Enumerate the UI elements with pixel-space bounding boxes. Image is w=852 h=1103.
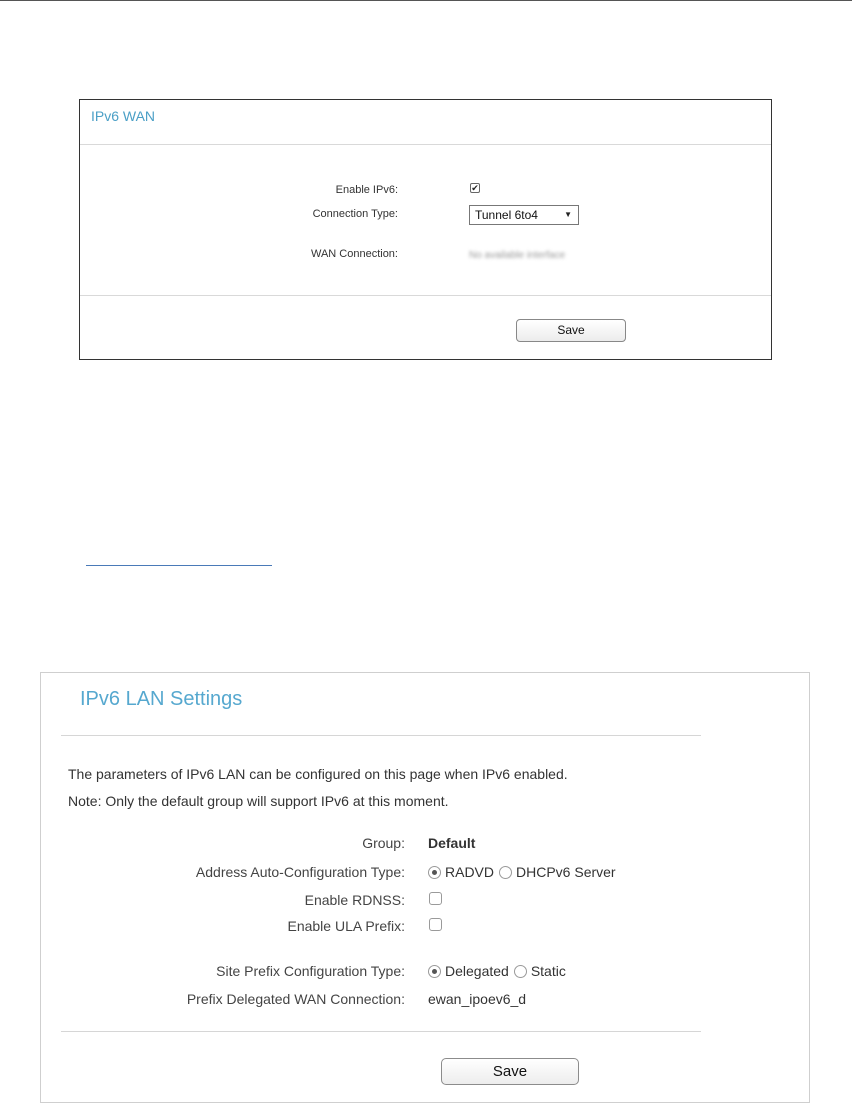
address-type-radio-group xyxy=(428,864,621,880)
chevron-down-icon: ▼ xyxy=(564,210,572,219)
site-prefix-type-label: Site Prefix Configuration Type: xyxy=(216,963,405,979)
group-value: Default xyxy=(428,835,476,851)
static-radio-label[interactable]: Static xyxy=(530,963,566,979)
wan-header-divider xyxy=(80,144,771,145)
enable-ipv6-label: Enable IPv6: xyxy=(335,184,398,196)
enable-ula-prefix-checkbox[interactable] xyxy=(429,918,442,931)
connection-type-label: Connection Type: xyxy=(312,208,398,220)
delegated-radio-label[interactable]: Delegated xyxy=(445,963,509,979)
wan-connection-value: No available interface xyxy=(469,250,566,261)
wan-connection-label: WAN Connection: xyxy=(310,248,398,260)
site-prefix-radio-group xyxy=(428,963,571,979)
dhcpv6-server-radio[interactable] xyxy=(499,866,512,879)
address-type-label: Address Auto-Configuration Type: xyxy=(195,864,405,880)
connection-type-value: Tunnel 6to4 xyxy=(475,208,538,222)
lan-description: The parameters of IPv6 LAN can be configured on this page when IPv6 enabled. xyxy=(68,766,568,782)
prefix-delegated-wan-label: Prefix Delegated WAN Connection: xyxy=(186,991,405,1007)
enable-rdnss-checkbox[interactable] xyxy=(429,892,442,905)
hyperlink-underline[interactable] xyxy=(86,565,272,566)
lan-note: Note: Only the default group will support IPv6 at this moment. xyxy=(68,793,449,809)
radvd-radio-label[interactable]: RADVD xyxy=(445,864,495,880)
static-radio[interactable] xyxy=(514,965,527,978)
wan-footer-divider xyxy=(80,295,771,296)
ipv6-lan-settings-panel xyxy=(40,672,810,1103)
lan-save-button[interactable]: Save xyxy=(441,1058,579,1085)
page-top-rule xyxy=(0,0,852,1)
enable-rdnss-label: Enable RDNSS: xyxy=(304,892,405,908)
connection-type-select[interactable] xyxy=(469,205,579,225)
enable-ipv6-checkbox[interactable]: ✔ xyxy=(471,183,479,193)
wan-panel-title: IPv6 WAN xyxy=(91,108,156,124)
dhcpv6-server-radio-label[interactable]: DHCPv6 Server xyxy=(516,864,616,880)
wan-save-button[interactable]: Save xyxy=(516,319,626,342)
ipv6-wan-panel xyxy=(79,99,772,360)
lan-footer-divider xyxy=(61,1031,701,1032)
lan-panel-title: IPv6 LAN Settings xyxy=(80,688,243,710)
radvd-radio[interactable] xyxy=(428,866,441,879)
enable-ula-prefix-label: Enable ULA Prefix: xyxy=(287,918,405,934)
delegated-radio[interactable] xyxy=(428,965,441,978)
prefix-delegated-wan-value: ewan_ipoev6_d xyxy=(428,991,527,1007)
lan-header-divider xyxy=(61,735,701,736)
group-label: Group: xyxy=(362,835,405,851)
